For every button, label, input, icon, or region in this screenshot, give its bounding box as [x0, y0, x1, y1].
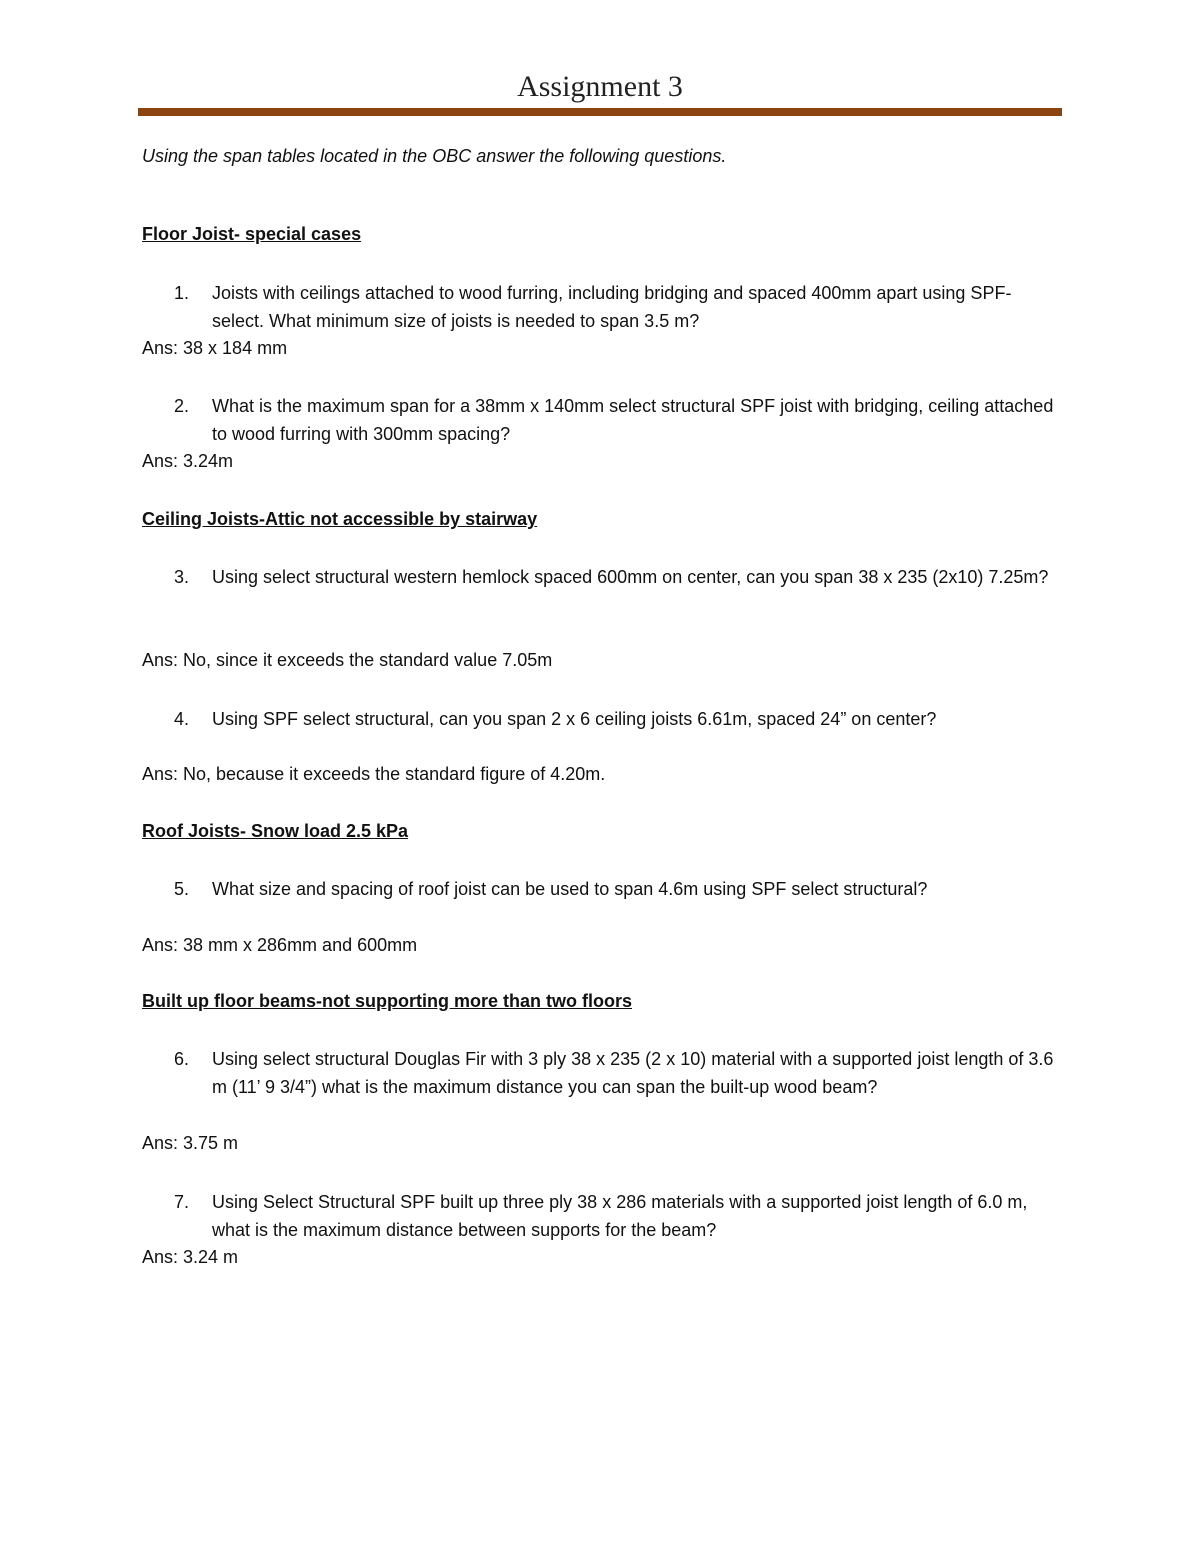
answer-6: Ans: 3.75 m — [142, 1133, 239, 1153]
question-2 — [142, 392, 1062, 448]
question-number: 6. — [174, 1049, 190, 1069]
question-text: What size and spacing of roof joist can be used to span 4.6m using SPF select structural? — [212, 879, 928, 899]
question-text: What is the maximum span for a 38mm x 140mm select structural SPF joist with bridging, ceiling attached to wood furring with 300mm spacing? — [212, 396, 1054, 444]
question-7 — [142, 1188, 1062, 1244]
section-heading-built-up-beams: Built up floor beams-not supporting more than two floors — [142, 991, 632, 1011]
answer-2: Ans: 3.24m — [142, 451, 234, 471]
answer-4: Ans: No, because it exceeds the standard figure of 4.20m. — [142, 764, 606, 784]
answer-7: Ans: 3.24 m — [142, 1247, 239, 1267]
question-text: Joists with ceilings attached to wood furring, including bridging and spaced 400mm apart using SPF-select. What minimum size of joists is needed to span 3.5 m? — [212, 283, 1012, 331]
question-text: Using select structural Douglas Fir with 3 ply 38 x 235 (2 x 10) material with a supported joist length of 3.6 m (11’ 9 3/4”) what is the maximum distance you can span the built-up wood beam? — [212, 1049, 1054, 1097]
question-number: 2. — [174, 396, 190, 416]
section-heading-floor-joist: Floor Joist- special cases — [142, 224, 362, 244]
answer-3: Ans: No, since it exceeds the standard value 7.05m — [142, 650, 553, 670]
question-text: Using Select Structural SPF built up three ply 38 x 286 materials with a supported joist length of 6.0 m, what is the maximum distance between supports for the beam? — [212, 1192, 1028, 1240]
title-divider — [138, 108, 1062, 116]
question-number: 4. — [174, 709, 190, 729]
section-heading-ceiling-joists: Ceiling Joists-Attic not accessible by stairway — [142, 509, 538, 529]
question-number: 5. — [174, 879, 190, 899]
document-title: Assignment 3 — [517, 70, 683, 103]
question-text: Using select structural western hemlock spaced 600mm on center, can you span 38 x 235 (2x10) 7.25m? — [212, 567, 1049, 587]
instructions: Using the span tables located in the OBC answer the following questions. — [142, 146, 727, 166]
answer-5: Ans: 38 mm x 286mm and 600mm — [142, 935, 418, 955]
question-number: 7. — [174, 1192, 190, 1212]
question-5 — [142, 875, 1062, 903]
question-number: 1. — [174, 283, 190, 303]
answer-1: Ans: 38 x 184 mm — [142, 338, 288, 358]
question-text: Using SPF select structural, can you span 2 x 6 ceiling joists 6.61m, spaced 24” on center? — [212, 709, 937, 729]
question-4 — [142, 705, 1062, 733]
question-6 — [142, 1045, 1062, 1101]
question-number: 3. — [174, 567, 190, 587]
section-heading-roof-joists: Roof Joists- Snow load 2.5 kPa — [142, 821, 409, 841]
question-3 — [142, 563, 1062, 591]
question-1 — [142, 279, 1062, 335]
